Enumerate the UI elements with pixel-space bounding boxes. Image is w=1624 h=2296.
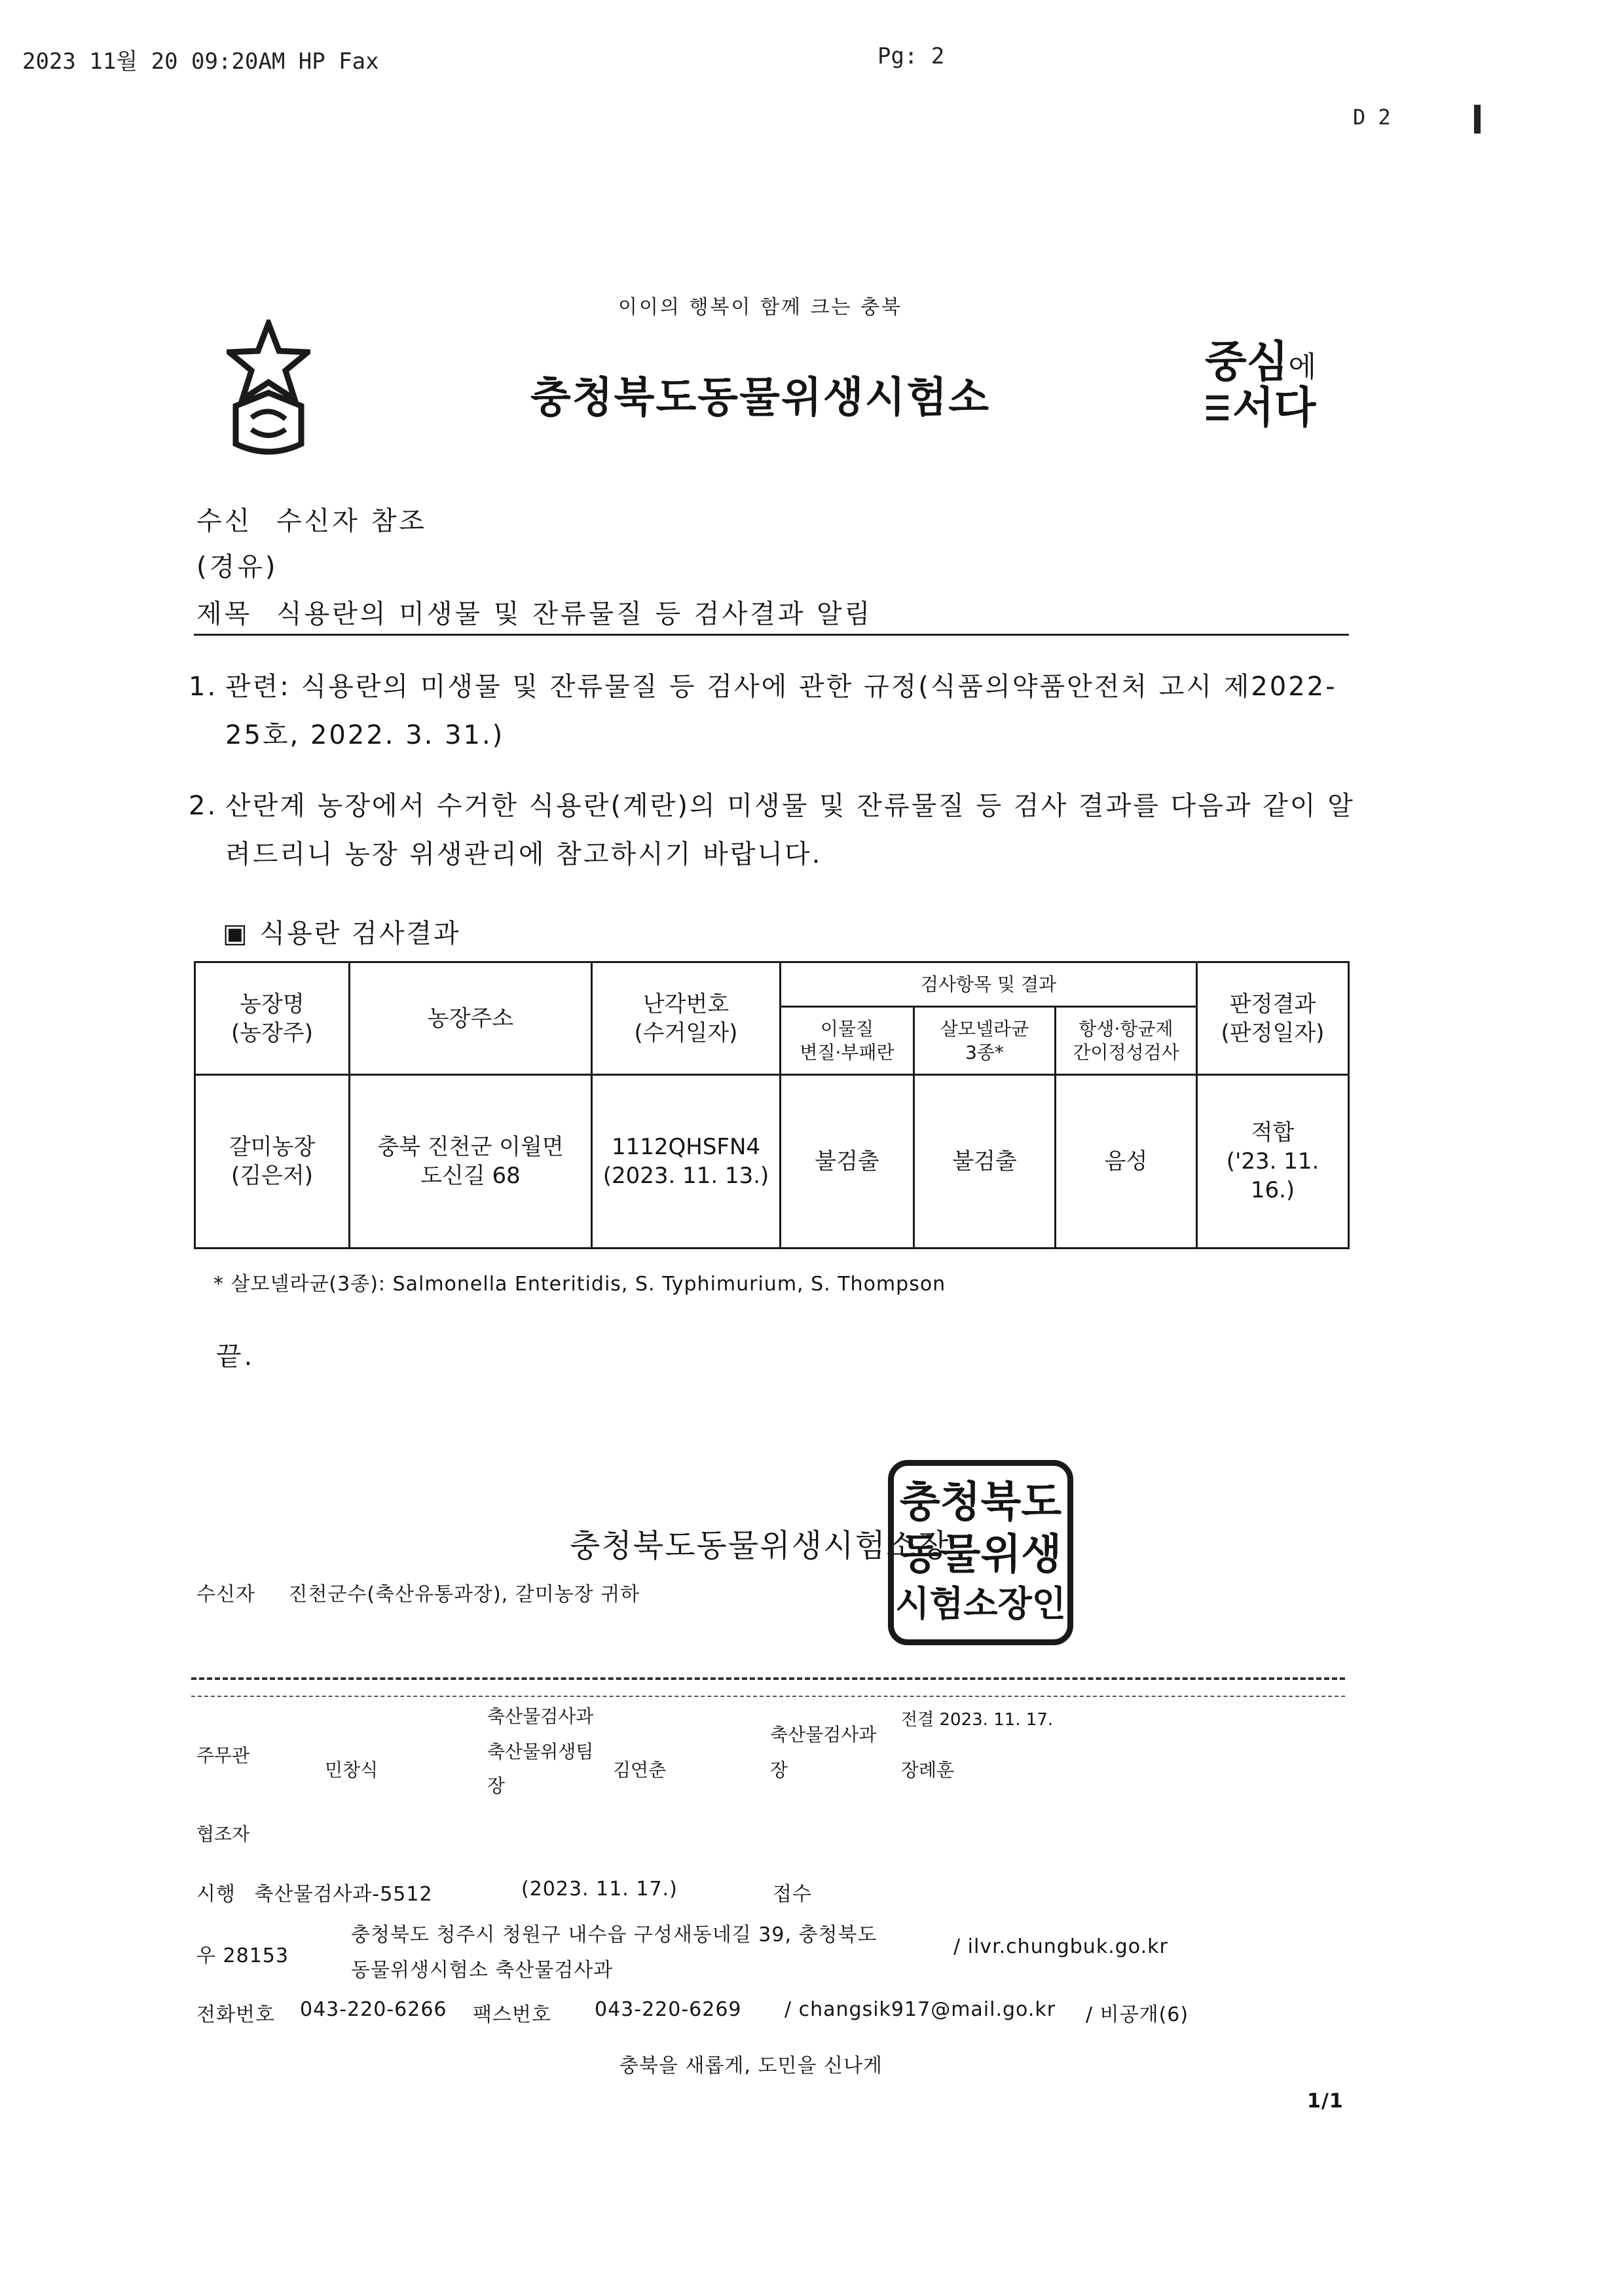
distribution-text: 진천군수(축산유통과장), 갈미농장 귀하 [288,1583,640,1606]
body-item-2-text: 산란계 농장에서 수거한 식용란(계란)의 미생물 및 잔류물질 등 검사 결과를 다음과 같이 알려드리니 농장 위생관리에 참고하시기 바랍니다. [225,791,1355,869]
issuer-signature: 충청북도동물위생시험소장 [570,1527,950,1564]
via-line: (경유) [196,552,278,582]
cell-verdict: 적합 ('23. 11. 16.) [1197,1075,1349,1248]
fax-marker-bar [1474,105,1481,134]
results-heading: ▣ 식용란 검사결과 [223,919,461,949]
brand-stroke-2 [1206,406,1228,410]
email-link[interactable]: / changsik917@mail.go.kr [784,1998,1056,2021]
table-row [195,1075,1349,1248]
official-seal [888,1460,1073,1645]
enforcement-date: (2023. 11. 17.) [521,1878,678,1901]
page-mark: D 2 [1353,105,1391,130]
recipient-value: 수신자 참조 [276,506,427,536]
header-verdict: 판정결과 (판정일자) [1197,962,1349,1075]
seal-line-3: 시험소장인 [895,1583,1066,1624]
organization-name: 충청북도동물위생시험소 [530,374,991,422]
subject-value: 식용란의 미생물 및 잔류물질 등 검사결과 알림 [276,599,873,629]
cell-address: 충북 진천군 이월면 도신길 68 [350,1075,592,1248]
header-test-salmonella: 살모넬라균 3종* [914,1007,1056,1075]
enforcement-label: 시행 [196,1883,236,1906]
letterhead-slogan: 이이의 행복이 함께 크는 충북 [618,296,902,319]
fax-number: 043-220-6269 [595,1998,742,2021]
cell-test-antibiotics: 음성 [1056,1075,1197,1248]
header-test-foreign-matter: 이물질 변질·부패란 [781,1007,914,1075]
cell-test-salmonella: 불검출 [914,1075,1056,1248]
end-mark: 끝. [216,1341,255,1372]
reviewer-department: 축산물검사과 [487,1705,594,1727]
approver-name: 장례훈 [901,1759,955,1781]
subject-label: 제목 [196,599,253,629]
receipt-label: 접수 [773,1883,812,1906]
header-tests: 검사항목 및 결과 [781,962,1197,1007]
header-address: 농장주소 [350,962,592,1075]
fax-datetime: 2023 11월 20 09:20AM HP Fax [22,48,379,75]
approver-department: 축산물검사과 [770,1724,877,1745]
header-egg-code: 난각번호 (수거일자) [592,962,781,1075]
enforcement-line [196,1878,433,1906]
reviewer-name: 김연춘 [613,1759,667,1781]
results-table [194,961,1350,1249]
cell-test-foreign-matter: 불검출 [781,1075,914,1248]
subject-line [196,593,872,630]
fax-page-number: Pg: 2 [877,43,945,69]
body-item-2 [189,782,1361,879]
seal-line-1: 충청북도 [899,1478,1062,1527]
body-item-1 [189,663,1361,759]
seal-line-2: 동물위생 [899,1531,1062,1579]
brand-slogan-main: 중심 [1205,337,1289,387]
footer-slogan: 충북을 새롭게, 도민을 신나게 [619,2054,883,2077]
cell-farm: 갈미농장 (김은저) [195,1075,350,1248]
emblem-icon [227,319,310,457]
address-line-2: 동물위생시험소 축산물검사과 [351,1959,614,1982]
postal-code: 우 28153 [196,1944,289,1967]
distribution-line [196,1578,640,1607]
body-item-1-text: 관련: 식용란의 미생물 및 잔류물질 등 검사에 관한 규정(식품의약품안전처 고시 제2022-25호, 2022. 3. 31.) [225,672,1337,750]
reviewer-title: 축산물위생팀 [487,1741,594,1762]
body-item-2-number: 2. [189,791,218,821]
address-line-1: 충청북도 청주시 청원구 내수읍 구성새동네길 39, 충청북도 [351,1923,877,1946]
phone-label: 전화번호 [196,2003,275,2026]
distribution-label: 수신자 [196,1583,255,1606]
approval-date: 전결 2023. 11. 17. [901,1710,1054,1730]
approval-divider-top [191,1677,1345,1680]
header-farm: 농장명 (농장주) [195,962,350,1075]
approver-title: 장 [770,1759,788,1781]
subject-divider [194,634,1349,636]
brand-slogan-suffix: 에 [1288,350,1317,384]
recipient-line [196,500,427,538]
reviewer-title-suffix: 장 [487,1775,506,1796]
cell-egg-code: 1112QHSFN4 (2023. 11. 13.) [592,1075,781,1248]
recipient-label: 수신 [196,506,253,536]
brand-slogan-line1 [1205,337,1317,387]
phone-number: 043-220-6266 [300,1998,447,2021]
page-count: 1/1 [1307,2090,1344,2113]
brand-stroke-3 [1206,416,1228,420]
fax-label: 팩스번호 [473,2003,551,2026]
website-link[interactable]: / ilvr.chungbuk.go.kr [953,1935,1168,1958]
disclosure-status: / 비공개(6) [1086,2003,1189,2026]
brand-slogan-line2: 서다 [1232,382,1316,433]
drafter-name: 민창식 [325,1759,378,1781]
enforcement-number: 축산물검사과-5512 [254,1883,433,1906]
brand-stroke-1 [1206,395,1228,399]
approval-divider-bottom [191,1696,1345,1697]
drafter-label: 주무관 [196,1745,250,1766]
header-test-antibiotics: 항생·항균제 간이정성검사 [1056,1007,1197,1075]
table-footnote: * 살모넬라균(3종): Salmonella Enteritidis, S. Typhimurium, S. Thompson [213,1273,946,1296]
cooperator-label: 협조자 [196,1823,250,1845]
body-item-1-number: 1. [189,672,218,702]
